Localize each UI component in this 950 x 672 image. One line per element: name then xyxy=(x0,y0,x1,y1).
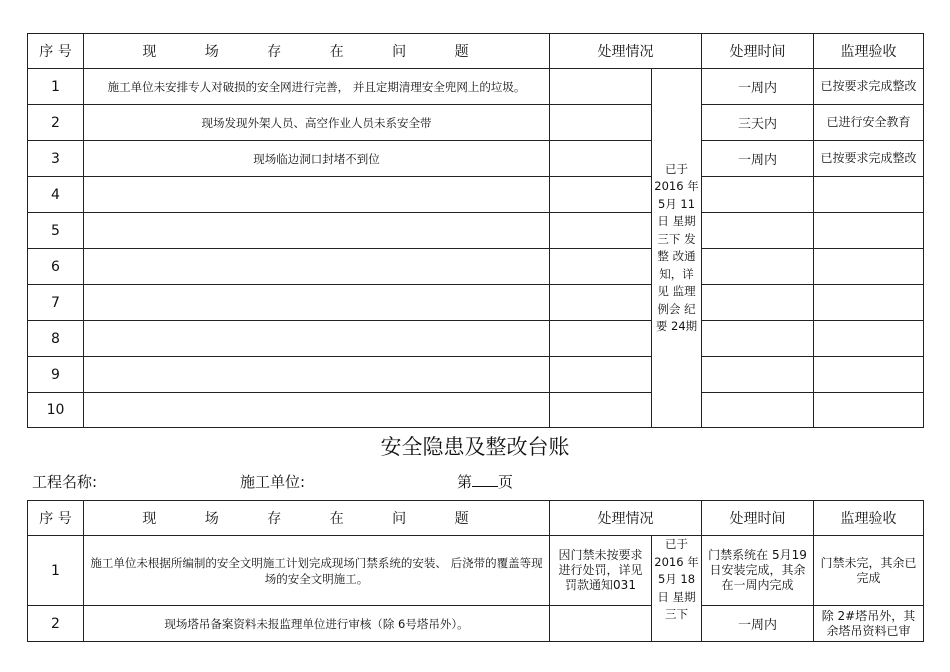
row-accept: 除 2#塔吊外，其余塔吊资料已审 xyxy=(814,606,924,642)
table-row xyxy=(28,69,924,105)
row-no: 2 xyxy=(28,606,84,642)
row-time xyxy=(702,285,814,321)
row-no: 9 xyxy=(28,357,84,393)
row-handling xyxy=(550,393,652,428)
row-handling xyxy=(550,321,652,357)
col-header-handling: 处理情况 xyxy=(550,34,702,69)
col-header-handling: 处理情况 xyxy=(550,501,702,536)
row-time xyxy=(702,177,814,213)
row-handling xyxy=(550,177,652,213)
handling-note: 已于 2016 年5月 11日 星期 三下 发整 改通 知，详 见 监理 例会 纪要 24期 xyxy=(652,69,702,428)
col-header-no: 序 号 xyxy=(28,34,84,69)
page-title: 安全隐患及整改台账 xyxy=(380,435,570,459)
row-issue xyxy=(84,249,550,285)
table-row xyxy=(28,213,924,249)
ledger-table-2 xyxy=(27,500,924,642)
row-handling xyxy=(550,285,652,321)
table-row xyxy=(28,536,924,606)
row-accept: 已按要求完成整改 xyxy=(814,141,924,177)
table-header-row xyxy=(28,501,924,536)
table-row xyxy=(28,105,924,141)
row-time: 门禁系统在 5月19日安装完成，其余在一周内完成 xyxy=(702,536,814,606)
table-row xyxy=(28,321,924,357)
row-accept xyxy=(814,357,924,393)
row-issue xyxy=(84,321,550,357)
row-issue xyxy=(84,177,550,213)
row-issue xyxy=(84,213,550,249)
ledger-table-1 xyxy=(27,33,924,428)
row-time: 一周内 xyxy=(702,141,814,177)
col-header-time: 处理时间 xyxy=(702,501,814,536)
row-accept xyxy=(814,177,924,213)
row-accept xyxy=(814,249,924,285)
row-handling xyxy=(550,357,652,393)
row-handling xyxy=(550,213,652,249)
row-time: 一周内 xyxy=(702,606,814,642)
row-issue xyxy=(84,393,550,428)
table-row xyxy=(28,177,924,213)
row-no: 10 xyxy=(28,393,84,428)
row-no: 3 xyxy=(28,141,84,177)
table-row xyxy=(28,606,924,642)
row-accept: 已按要求完成整改 xyxy=(814,69,924,105)
row-time: 三天内 xyxy=(702,105,814,141)
row-time xyxy=(702,321,814,357)
row-accept xyxy=(814,213,924,249)
table-row xyxy=(28,357,924,393)
page-prefix: 第 xyxy=(457,473,473,491)
col-header-issue: 现 场 存 在 问 题 xyxy=(84,34,550,69)
row-issue xyxy=(84,285,550,321)
table-row xyxy=(28,141,924,177)
row-issue xyxy=(84,357,550,393)
page-suffix: 页 xyxy=(498,473,514,491)
row-handling xyxy=(550,606,652,642)
table-row xyxy=(28,393,924,428)
table-header-row xyxy=(28,34,924,69)
row-issue: 施工单位未根据所编制的安全文明施工计划完成现场门禁系统的安装、 后浇带的覆盖等现场的安全文明施工。 xyxy=(84,536,550,606)
project-name-label: 工程名称: xyxy=(32,473,98,491)
col-header-accept: 监理验收 xyxy=(814,501,924,536)
row-accept: 门禁未完，其余已完成 xyxy=(814,536,924,606)
row-accept xyxy=(814,321,924,357)
row-handling xyxy=(550,141,652,177)
row-accept xyxy=(814,393,924,428)
col-header-no: 序 号 xyxy=(28,501,84,536)
page-number xyxy=(457,471,513,492)
row-issue: 现场临边洞口封堵不到位 xyxy=(84,141,550,177)
row-no: 5 xyxy=(28,213,84,249)
row-no: 7 xyxy=(28,285,84,321)
row-time xyxy=(702,357,814,393)
handling-note: 已于 2016 年5月 18日 星期 三下 xyxy=(652,536,702,642)
table-row xyxy=(28,249,924,285)
row-no: 2 xyxy=(28,105,84,141)
col-header-time: 处理时间 xyxy=(702,34,814,69)
table-row xyxy=(28,285,924,321)
row-time xyxy=(702,249,814,285)
col-header-accept: 监理验收 xyxy=(814,34,924,69)
row-issue: 现场发现外架人员、高空作业人员未系安全带 xyxy=(84,105,550,141)
row-time xyxy=(702,213,814,249)
row-no: 1 xyxy=(28,69,84,105)
row-issue: 现场塔吊备案资料未报监理单位进行审核（除 6号塔吊外）。 xyxy=(84,606,550,642)
row-issue: 施工单位未安排专人对破损的安全网进行完善， 并且定期清理安全兜网上的垃圾。 xyxy=(84,69,550,105)
page-number-blank xyxy=(472,472,498,487)
row-no: 1 xyxy=(28,536,84,606)
row-no: 4 xyxy=(28,177,84,213)
row-accept xyxy=(814,285,924,321)
row-no: 8 xyxy=(28,321,84,357)
row-handling xyxy=(550,105,652,141)
row-handling: 因门禁未按要求进行处罚，详见罚款通知031 xyxy=(550,536,652,606)
row-no: 6 xyxy=(28,249,84,285)
row-accept: 已进行安全教育 xyxy=(814,105,924,141)
row-handling xyxy=(550,69,652,105)
col-header-issue: 现 场 存 在 问 题 xyxy=(84,501,550,536)
row-time xyxy=(702,393,814,428)
row-time: 一周内 xyxy=(702,69,814,105)
contractor-label: 施工单位: xyxy=(240,473,306,491)
row-handling xyxy=(550,249,652,285)
